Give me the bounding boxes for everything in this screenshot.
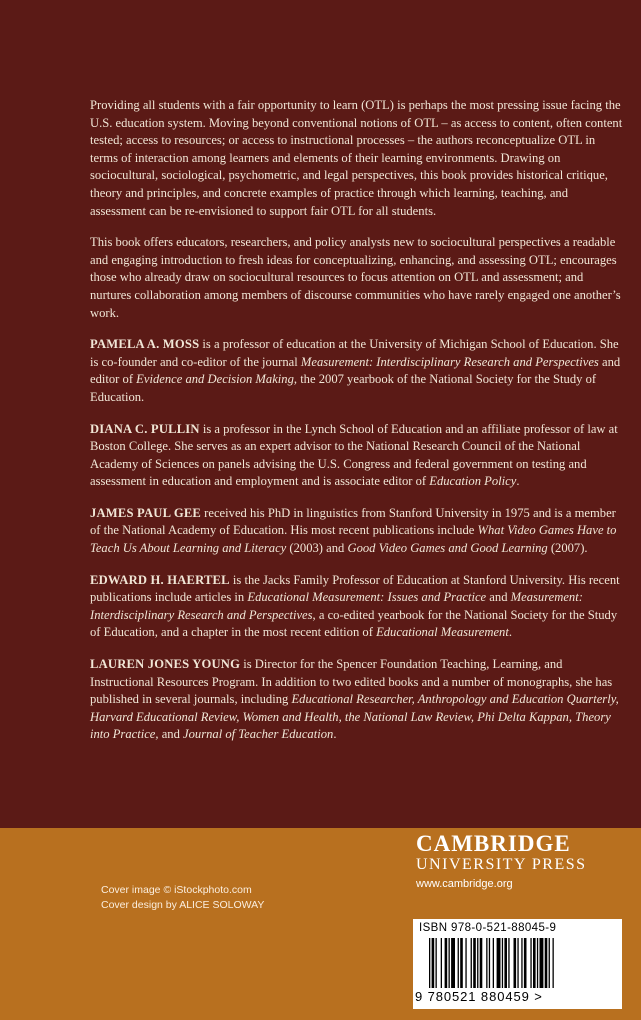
author-bio-moss: PAMELA A. MOSS is a professor of education at the University of Michigan School of Education. She is co-founder and co-editor of the journal Measurement: Interdisciplinary Research and Perspectives and editor of Evidence and Decision Making, the 2007 yearbook of the National Society for the Study of Education. bbox=[90, 337, 621, 404]
cover-credits bbox=[101, 883, 264, 913]
author-bio-gee: JAMES PAUL GEE received his PhD in linguistics from Stanford University in 1975 and is a member of the National Academy of Education. His most recent publications include What Video Games Have to Teach Us About Learning and Literacy (2003) and Good Video Games and Good Learning (2007). bbox=[90, 505, 617, 556]
author-name: PAMELA A. MOSS bbox=[90, 337, 200, 352]
publisher-logo bbox=[416, 832, 616, 890]
barcode-bars bbox=[429, 938, 607, 988]
publisher-url: www.cambridge.org bbox=[416, 878, 513, 890]
author-bio-young: LAUREN JONES YOUNG is Director for the Spencer Foundation Teaching, Learning, and Instructional Resources Program. In addition to two edited books and a number of monographs, she has published in several journals, including Educational Researcher, Anthropology and Education Quarterly, Harvard Educational Review, Women and Health, the National Law Review, Phi Delta Kappan, Theory into Practice, and Journal of Teacher Education. bbox=[90, 657, 619, 742]
publisher-subname: UNIVERSITY PRESS bbox=[416, 856, 587, 873]
cover-design-credit: Cover design by ALICE SOLOWAY bbox=[101, 899, 265, 911]
author-name: DIANA C. PULLIN bbox=[90, 421, 200, 436]
publisher-name: CAMBRIDGE bbox=[416, 831, 571, 856]
barcode-digits: 9 780521 880459 > bbox=[415, 989, 543, 1004]
author-bio-haertel: EDWARD H. HAERTEL is the Jacks Family Professor of Education at Stanford University. His recent publications include articles in Educational Measurement: Issues and Practice and Measurement: Interdisciplinary Research and Perspectives, a co-edited yearbook for the National Society for the Study of Education, and a chapter in the most recent edition of Educational Measurement. bbox=[90, 572, 620, 640]
cover-image-credit: Cover image © iStockphoto.com bbox=[101, 884, 252, 896]
description-paragraph-2: This book offers educators, researchers, and policy analysts new to sociocultural perspectives a readable and engaging introduction to fresh ideas for conceptualizing, enhancing, and assessing OTL; encourages those who already draw on sociocultural resources to focus attention on OTL and assessment; and nurtures collaboration among members of discourse communities who have rarely engaged one another’s work. bbox=[90, 235, 621, 320]
blurb-text bbox=[90, 97, 625, 758]
author-name: LAUREN JONES YOUNG bbox=[90, 657, 241, 672]
isbn-barcode bbox=[413, 919, 622, 1009]
author-bio-pullin: DIANA C. PULLIN is a professor in the Lynch School of Education and an affiliate professor of law at Boston College. She serves as an expert advisor to the National Research Council of the National Academy of Sciences on panels advising the U.S. Congress and federal government on testing and assessment in education and employment and is associate editor of Education Policy. bbox=[90, 421, 618, 489]
author-name: EDWARD H. HAERTEL bbox=[90, 572, 230, 587]
isbn-label: ISBN 978-0-521-88045-9 bbox=[419, 922, 557, 934]
author-name: JAMES PAUL GEE bbox=[90, 505, 202, 520]
description-paragraph-1: Providing all students with a fair opportunity to learn (OTL) is perhaps the most pressing issue facing the U.S. education system. Moving beyond conventional notions of OTL – as access to content, often content tested; access to resources; or access to instructional processes – the authors reconceptualize OTL in terms of interaction among learners and elements of their learning environments. Drawing on sociocultural, sociological, psychometric, and legal perspectives, this book provides historical critique, theory and principles, and concrete examples of practice through which learning, teaching, and assessment can be re-envisioned to support fair OTL for all students. bbox=[90, 98, 623, 218]
